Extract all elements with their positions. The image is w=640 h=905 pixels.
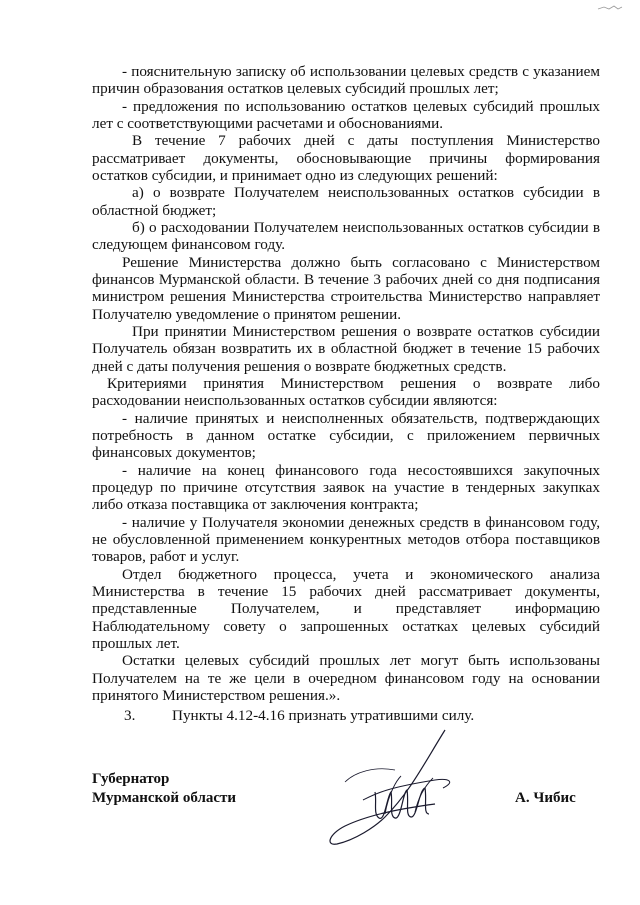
text-line: министром решения Министерства строительства Министерство направляет <box>92 288 600 305</box>
text-line: Получателем на те же цели в очередном финансовом году на основании <box>92 670 600 687</box>
text-line: представленные Получателем, и представляет информацию <box>92 600 600 617</box>
text-line: В течение 7 рабочих дней с даты поступления Министерство <box>132 132 600 149</box>
item-text: Пункты 4.12-4.16 признать утратившими силу. <box>172 707 475 724</box>
text-line: финансовых документов; <box>92 444 256 461</box>
signature-title-line2: Мурманской области <box>92 790 237 806</box>
text-line: расходовании неиспользованных остатков субсидии являются: <box>92 392 498 409</box>
text-line: лет с соответствующими расчетами и обоснованиями. <box>92 115 444 132</box>
text-line: не обусловленной применением конкурентных методов отбора поставщиков <box>92 531 600 548</box>
item-number: 3. <box>124 707 136 724</box>
text-line: областной бюджет; <box>92 202 217 219</box>
text-line: При принятии Министерством решения о возврате остатков субсидии <box>132 323 600 340</box>
scan-mark <box>596 4 624 12</box>
text-line: а) о возврате Получателем неиспользованных остатков субсидии в <box>132 184 600 201</box>
text-line: процедур по причине отсутствия заявок на участие в тендерных закупках <box>92 479 600 496</box>
text-line: Отдел бюджетного процесса, учета и экономического анализа <box>122 566 600 583</box>
text-line: - наличие принятых и неисполненных обязательств, подтверждающих <box>122 410 600 427</box>
text-line: - пояснительную записку об использовании целевых средств с указанием <box>122 63 600 80</box>
text-line: следующем финансовом году. <box>92 236 286 253</box>
text-line: рассматривает документы, обосновывающие причины формирования <box>92 150 600 167</box>
text-line: Наблюдательному совету о запрошенных остатках целевых субсидий <box>92 618 600 635</box>
text-line: финансов Мурманской области. В течение 3 рабочих дней со дня подписания <box>92 271 600 288</box>
text-line: причин образования остатков целевых субсидий прошлых лет; <box>92 80 499 97</box>
text-line: Министерства в течение 15 рабочих дней рассматривает документы, <box>92 583 600 600</box>
text-line: дней с даты получения решения о возврате бюджетных средств. <box>92 358 507 375</box>
text-line: - предложения по использованию остатков целевых субсидий прошлых <box>122 98 600 115</box>
text-line: прошлых лет. <box>92 635 180 652</box>
signature-title-line1: Губернатор <box>92 771 170 787</box>
text-line: Остатки целевых субсидий прошлых лет могут быть использованы <box>122 652 600 669</box>
text-line: товаров, работ и услуг. <box>92 548 240 565</box>
text-line: Критериями принятия Министерством решения о возврате либо <box>107 375 600 392</box>
text-line: - наличие на конец финансового года несостоявшихся закупочных <box>122 462 600 479</box>
text-line: Решение Министерства должно быть согласовано с Министерством <box>122 254 600 271</box>
text-line: остатков субсидии, и принимает одно из следующих решений: <box>92 167 498 184</box>
handwritten-signature <box>315 722 495 857</box>
text-line: либо отказа поставщика от заключения контракта; <box>92 496 419 513</box>
signatory-name: А. Чибис <box>515 790 576 806</box>
text-line: Получатель обязан возвратить их в областной бюджет в течение 15 рабочих <box>92 340 600 357</box>
text-line: б) о расходовании Получателем неиспользованных остатков субсидии в <box>132 219 600 236</box>
text-line: принятого Министерством решения.». <box>92 687 341 704</box>
text-line: потребность в данном остатке субсидии, с приложением первичных <box>92 427 600 444</box>
text-line: Получателю уведомление о принятом решении. <box>92 306 402 323</box>
text-line: - наличие у Получателя экономии денежных средств в финансовом году, <box>122 514 600 531</box>
